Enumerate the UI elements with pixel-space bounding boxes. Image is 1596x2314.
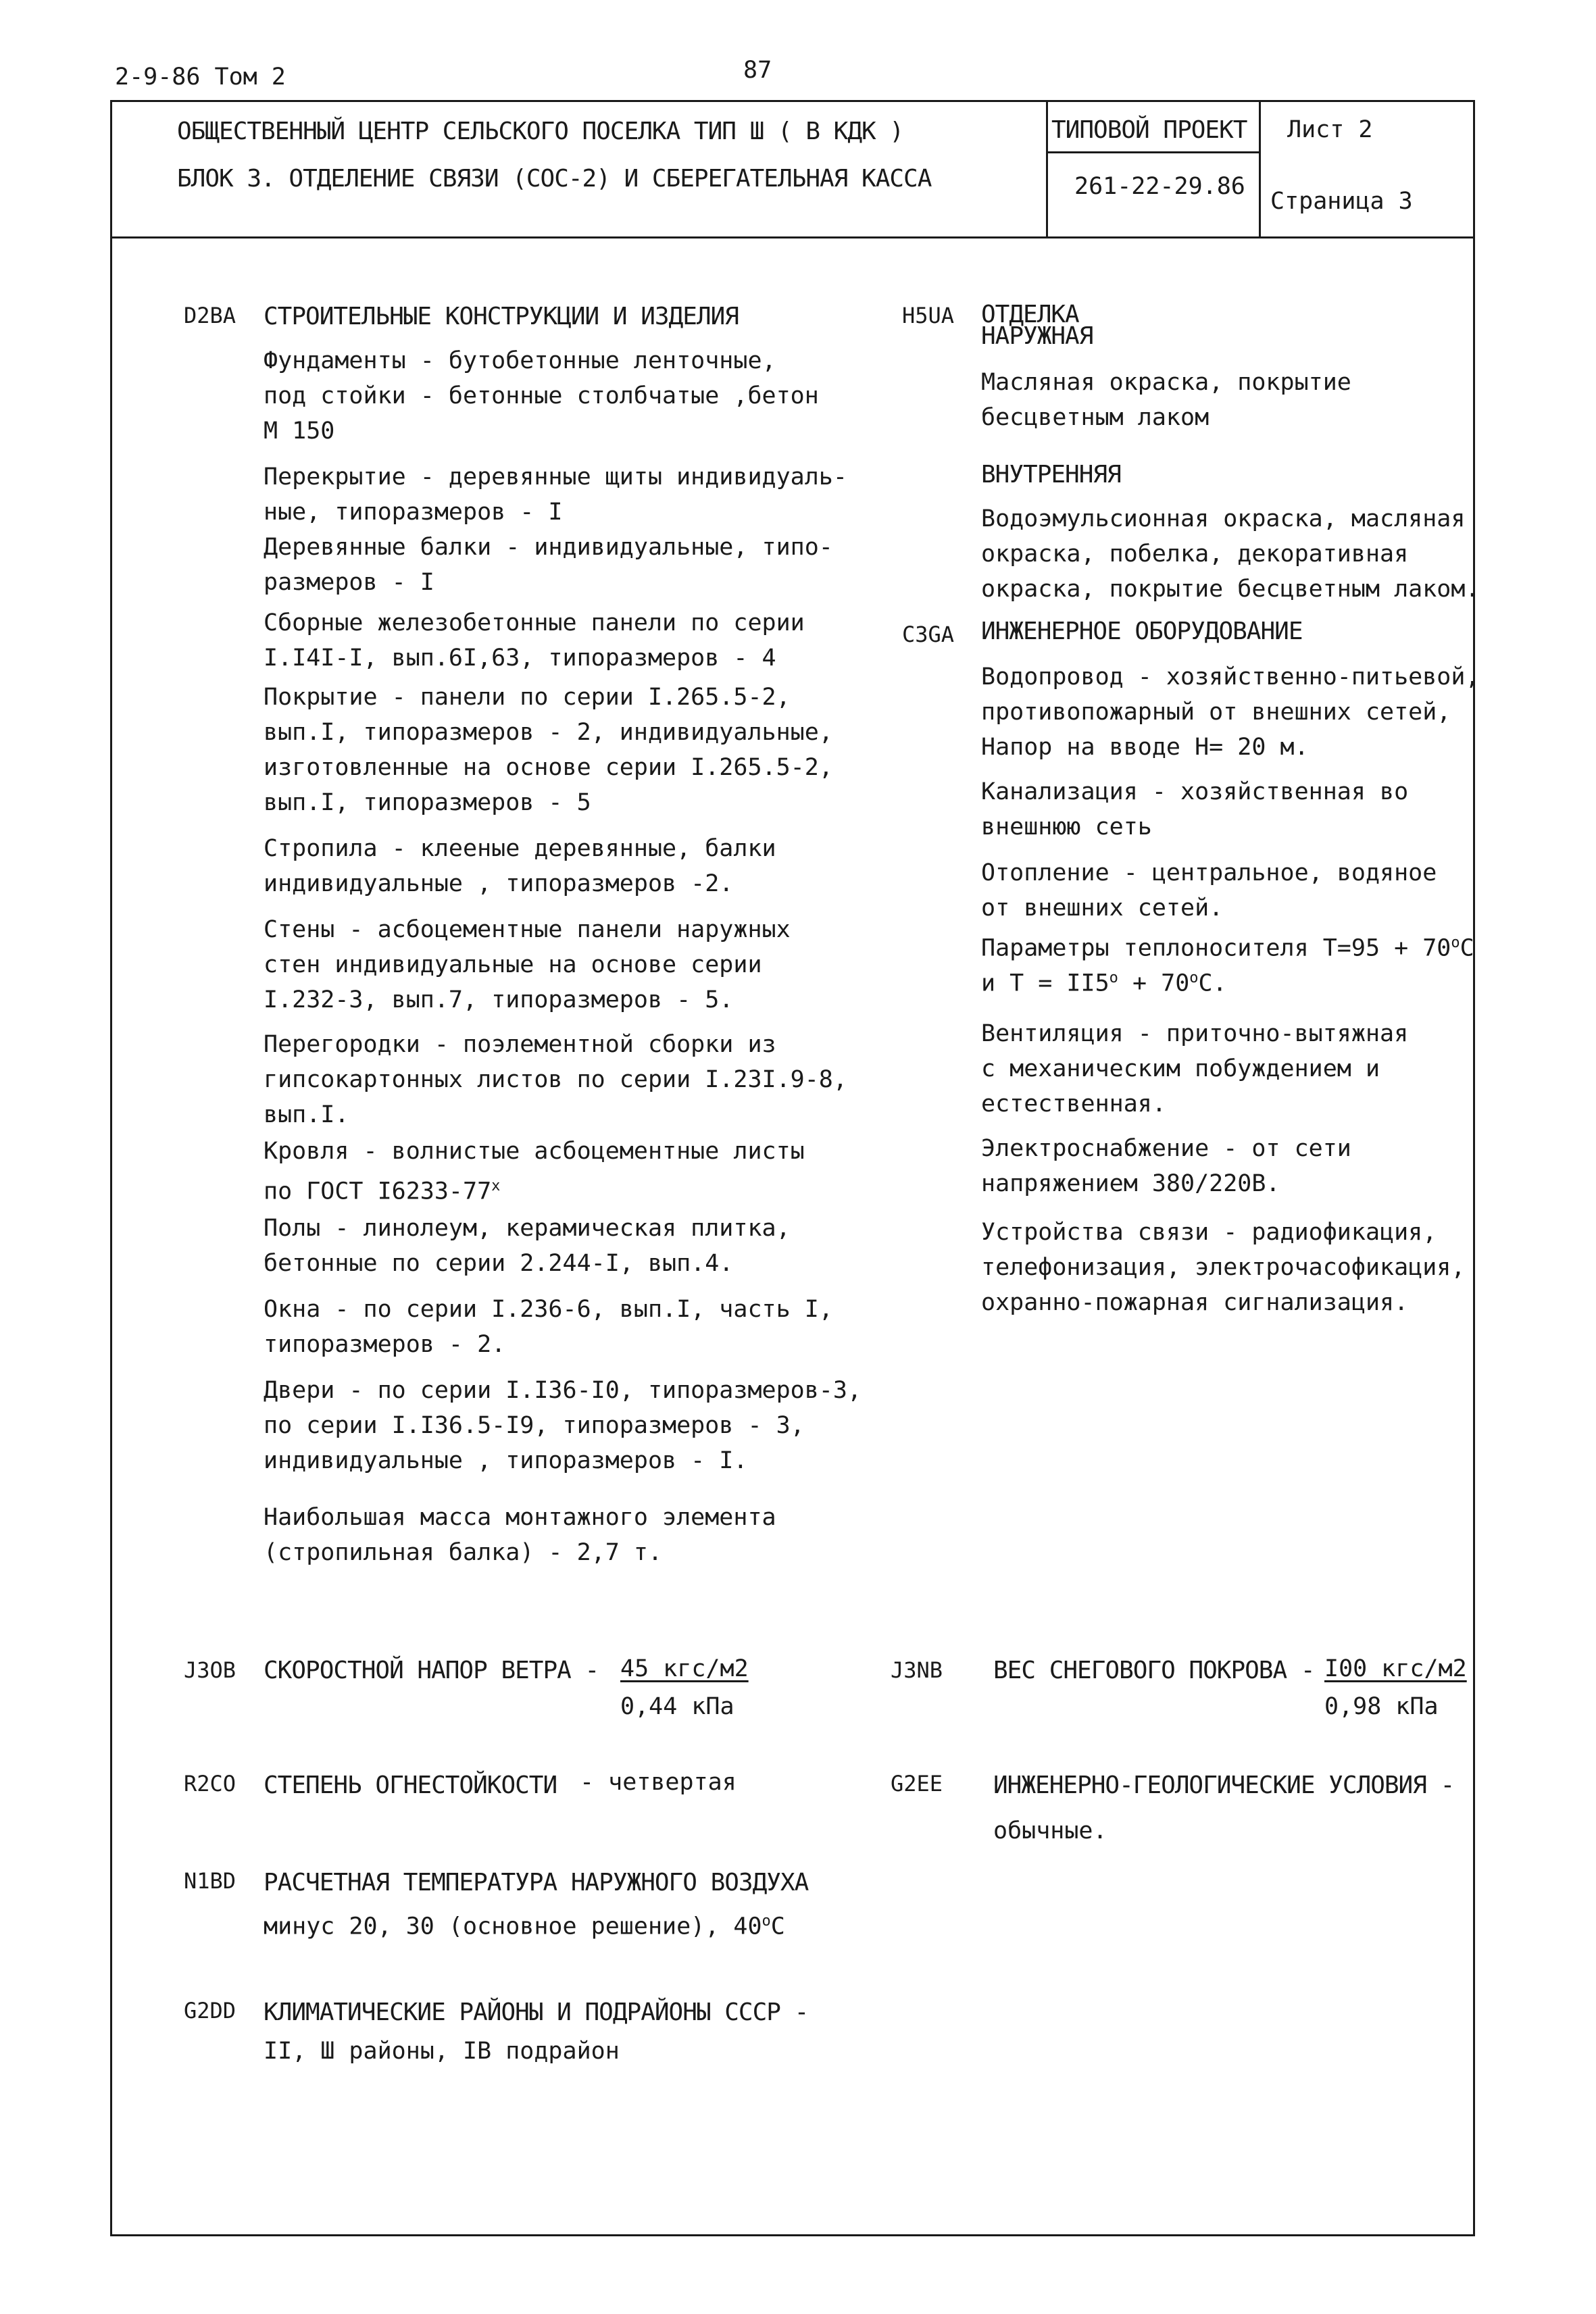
text-line: бесцветным лаком [981, 404, 1210, 431]
text-line: I.I4I-I, вып.6I,63, типоразмеров - 4 [264, 645, 776, 672]
text-line: Стены - асбоцементные панели наружных [264, 916, 791, 943]
heat-params: + 70 [1118, 970, 1190, 997]
snow-value: I00 кгс/м2 [1324, 1655, 1467, 1682]
unit: C [1460, 934, 1474, 962]
text-line: по серии I.I36.5-I9, типоразмеров - 3, [264, 1412, 805, 1439]
text-line: индивидуальные , типоразмеров -2. [264, 870, 734, 897]
text-line: с механическим побуждением и [981, 1055, 1380, 1082]
text-line: ные, типоразмеров - I [264, 499, 563, 526]
text-line: под стойки - бетонные столбчатые ,бетон [264, 382, 819, 409]
section-heading: ИНЖЕНЕРНОЕ ОБОРУДОВАНИЕ [981, 618, 1303, 645]
page-number: 87 [743, 57, 772, 84]
text-line: Стропила - клееные деревянные, балки [264, 835, 776, 862]
text-line: (стропильная балка) - 2,7 т. [264, 1539, 663, 1566]
text-line: Окна - по серии I.236-6, вып.I, часть I, [264, 1296, 833, 1323]
geo-value: обычные. [993, 1817, 1107, 1844]
text-line: окраска, побелка, декоративная [981, 540, 1409, 568]
section-heading: СТРОИТЕЛЬНЫЕ КОНСТРУКЦИИ И ИЗДЕЛИЯ [264, 303, 739, 330]
text-line [264, 1169, 500, 1209]
stamp-divider [1259, 100, 1261, 238]
temp-value [264, 1904, 785, 1944]
degree-sign: o [762, 1913, 771, 1930]
heat-params: и Т = II5 [981, 970, 1109, 997]
text-line: противопожарный от внешних сетей, [981, 699, 1451, 726]
param-code: N1BD [184, 1868, 236, 1894]
snow-label: ВЕС СНЕГОВОГО ПОКРОВА - [993, 1657, 1315, 1684]
text-line: Отопление - центральное, водяное [981, 859, 1437, 886]
subsection-heading: НАРУЖНАЯ [981, 322, 1093, 350]
text-line: Перегородки - поэлементной сборки из [264, 1031, 776, 1058]
fire-value: - четвертая [580, 1769, 737, 1796]
project-label: ТИПОВОЙ ПРОЕКТ [1051, 116, 1247, 144]
param-code: G2DD [184, 1998, 236, 2023]
superscript: x [491, 1178, 501, 1194]
text-line: внешнюю сеть [981, 813, 1152, 840]
stamp-divider [1046, 100, 1048, 238]
text-line: типоразмеров - 2. [264, 1331, 506, 1358]
text-line: телефонизация, электрочасофикация, [981, 1254, 1466, 1281]
project-number: 261-22-29.86 [1074, 173, 1245, 200]
text-line: охранно-пожарная сигнализация. [981, 1289, 1409, 1316]
series-reference: 2-9-86 Том 2 [115, 64, 286, 91]
section-code: D2BA [184, 303, 236, 328]
text-line: Фундаменты - бутобетонные ленточные, [264, 347, 776, 374]
unit: C. [1198, 970, 1227, 997]
text-line: от внешних сетей. [981, 895, 1224, 922]
degree-sign: o [1451, 934, 1460, 951]
text-line: индивидуальные , типоразмеров - I. [264, 1447, 748, 1474]
degree-sign: o [1189, 970, 1199, 986]
text-line: Канализация - хозяйственная во [981, 778, 1409, 805]
object-title: ОБЩЕСТВЕННЫЙ ЦЕНТР СЕЛЬСКОГО ПОСЕЛКА ТИП Ш ( В КДК ) [177, 118, 904, 145]
text-line: Деревянные балки - индивидуальные, типо- [264, 534, 833, 561]
param-code: G2EE [891, 1771, 943, 1796]
sheet-number: Лист 2 [1287, 116, 1373, 143]
text-line [981, 961, 1227, 1001]
heat-params: Параметры теплоносителя Т=95 + 70 [981, 934, 1451, 962]
temp-label: РАСЧЕТНАЯ ТЕМПЕРАТУРА НАРУЖНОГО ВОЗДУХА [264, 1869, 809, 1896]
climate-value: II, Ш районы, IB подрайон [264, 2038, 620, 2065]
snow-value-si: 0,98 кПа [1324, 1693, 1439, 1720]
text-line: Сборные железобетонные панели по серии [264, 609, 805, 636]
climate-label: КЛИМАТИЧЕСКИЕ РАЙОНЫ И ПОДРАЙОНЫ СССР - [264, 1998, 809, 2026]
page-label: Страница 3 [1270, 188, 1413, 215]
text-line: Кровля - волнистые асбоцементные листы [264, 1138, 805, 1165]
text-line [981, 926, 1474, 966]
text-line: Наибольшая масса монтажного элемента [264, 1504, 776, 1531]
stamp-divider [1046, 151, 1259, 153]
gost-reference: по ГОСТ I6233-77 [264, 1178, 492, 1205]
text-line: Вентиляция - приточно-вытяжная [981, 1020, 1409, 1047]
text-line: гипсокартонных листов по серии I.23I.9-8, [264, 1066, 847, 1093]
text-line: М 150 [264, 418, 335, 445]
text-line: окраска, покрытие бесцветным лаком. [981, 576, 1480, 603]
block-title: БЛОК 3. ОТДЕЛЕНИЕ СВЯЗИ (СОС-2) И СБЕРЕГАТЕЛЬНАЯ КАССА [177, 165, 932, 193]
text-line: напряжением 380/220В. [981, 1170, 1280, 1197]
wind-value: 45 кгс/м2 [620, 1655, 749, 1682]
text-line: Водопровод - хозяйственно-питьевой, [981, 663, 1480, 690]
text-line: естественная. [981, 1090, 1166, 1117]
text-line: I.232-3, вып.7, типоразмеров - 5. [264, 986, 734, 1013]
text-line: изготовленные на основе серии I.265.5-2, [264, 754, 833, 781]
text-line: Электроснабжение - от сети [981, 1135, 1351, 1162]
section-heading: ОТДЕЛКА [981, 301, 1079, 328]
unit: C [770, 1913, 785, 1940]
section-code: C3GA [902, 622, 955, 647]
wind-label: СКОРОСТНОЙ НАПОР ВЕТРА - [264, 1657, 599, 1684]
param-code: R2CO [184, 1771, 236, 1796]
param-code: J3NB [891, 1657, 943, 1683]
param-code: J3OB [184, 1657, 236, 1683]
text-line: размеров - I [264, 569, 434, 596]
text-line: Устройства связи - радиофикация, [981, 1219, 1437, 1246]
fire-label: СТЕПЕНЬ ОГНЕСТОЙКОСТИ [264, 1771, 557, 1799]
text-line: Напор на вводе H= 20 м. [981, 734, 1309, 761]
temp-text: минус 20, 30 (основное решение), 40 [264, 1913, 762, 1940]
text-line: Полы - линолеум, керамическая плитка, [264, 1215, 791, 1242]
wind-value-si: 0,44 кПа [620, 1693, 734, 1720]
text-line: Водоэмульсионная окраска, масляная [981, 505, 1466, 532]
subsection-heading: ВНУТРЕННЯЯ [981, 461, 1121, 488]
text-line: вып.I, типоразмеров - 2, индивидуальные, [264, 719, 833, 746]
text-line: Покрытие - панели по серии I.265.5-2, [264, 684, 791, 711]
geo-label: ИНЖЕНЕРНО-ГЕОЛОГИЧЕСКИЕ УСЛОВИЯ - [993, 1771, 1455, 1799]
text-line: Двери - по серии I.I36-I0, типоразмеров-3, [264, 1377, 862, 1404]
section-code: H5UA [902, 303, 955, 328]
text-line: вып.I, типоразмеров - 5 [264, 789, 591, 816]
text-line: Масляная окраска, покрытие [981, 369, 1351, 396]
text-line: стен индивидуальные на основе серии [264, 951, 762, 978]
degree-sign: o [1109, 970, 1118, 986]
text-line: вып.I. [264, 1101, 349, 1128]
text-line: Перекрытие - деревянные щиты индивидуаль- [264, 463, 847, 491]
text-line: бетонные по серии 2.244-I, вып.4. [264, 1250, 734, 1277]
